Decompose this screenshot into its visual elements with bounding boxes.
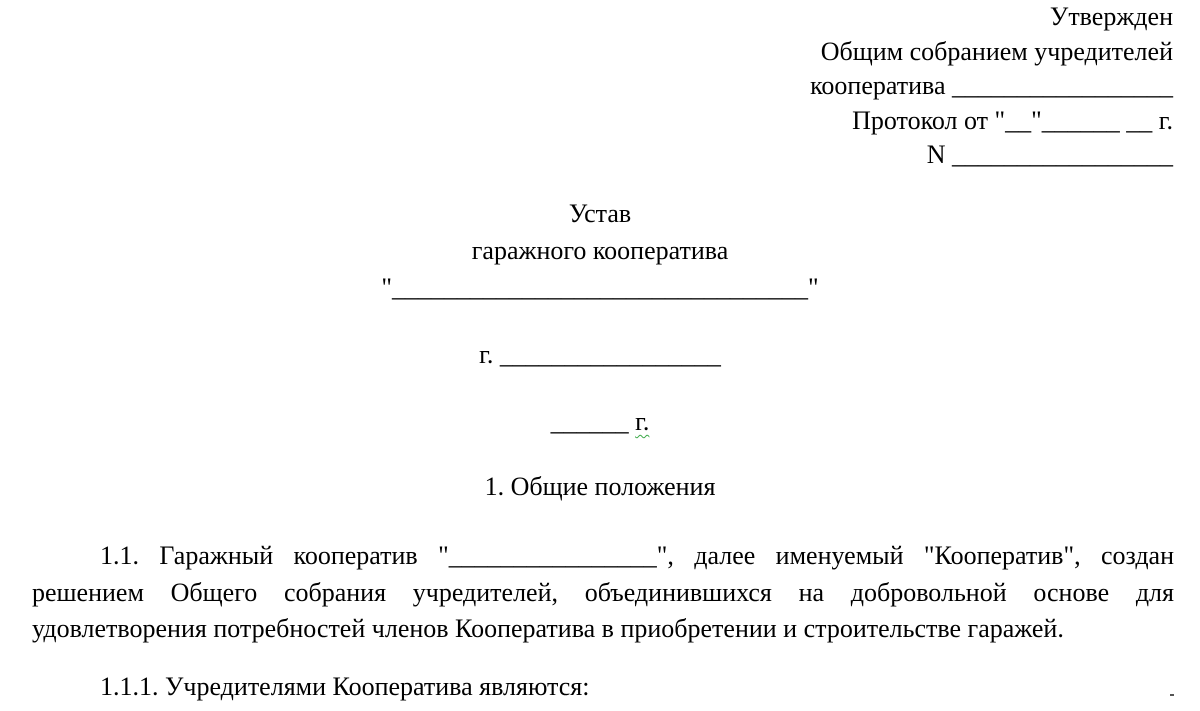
- approval-block: [653, 0, 1173, 173]
- paragraph-1-1-1: 1.1.1. Учредителями Кооператива являются:: [100, 672, 590, 701]
- document-title: [0, 197, 1200, 308]
- paragraph-1-1: 1.1. Гаражный кооператив "________________", далее именуемый "Кооператив", создан решением Общего собрания учредителей, объединившихся на добровольной основе для удовлетворения потребностей членов Кооператива в приобретении и строительстве гаражей.: [32, 541, 1174, 643]
- approval-number-line: N _________________: [926, 140, 1173, 169]
- approval-cooperative-line: кооператива _________________: [810, 71, 1173, 100]
- edge-mark: [1170, 694, 1174, 696]
- approval-heading: Утвержден: [1049, 2, 1173, 31]
- title-cooperative: гаражного кооператива: [471, 236, 729, 265]
- approval-body: Общим собранием учредителей: [820, 36, 1173, 66]
- section-heading: 1. Общие положения: [484, 472, 716, 501]
- date-year-suffix: г.: [635, 407, 650, 436]
- date-line: [0, 405, 1200, 439]
- title-charter: Устав: [568, 199, 632, 228]
- title-name-blank: "________________________________": [381, 273, 819, 302]
- date-blank: ______: [550, 407, 636, 436]
- city-line: г. _________________: [479, 340, 721, 369]
- approval-protocol-line: Протокол от "__"______ __ г.: [852, 105, 1173, 135]
